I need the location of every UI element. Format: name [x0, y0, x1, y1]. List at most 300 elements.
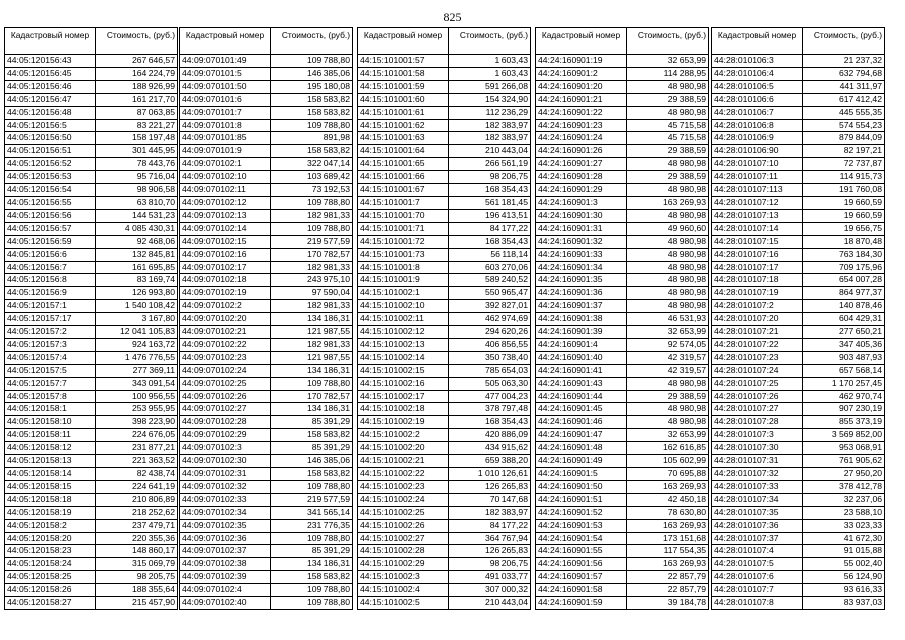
cost-cell: 659 388,20	[449, 455, 531, 468]
cost-cell: 134 186,31	[271, 364, 353, 377]
table-row	[536, 235, 709, 248]
cadastral-number-cell: 44:15:101001:66	[358, 171, 449, 184]
cost-cell: 85 391,29	[271, 416, 353, 429]
cadastral-number-cell: 44:28:010107:13	[712, 209, 803, 222]
table-row	[712, 597, 885, 610]
cost-cell: 231 877,21	[96, 442, 178, 455]
table-row	[358, 196, 531, 209]
cost-cell: 56 124,90	[803, 571, 885, 584]
table-row	[536, 158, 709, 171]
cadastral-number-cell: 44:24:160901:19	[536, 55, 627, 68]
cadastral-number-cell: 44:09:070102:38	[180, 558, 271, 571]
cadastral-number-cell: 44:15:101002:21	[358, 455, 449, 468]
table-row	[358, 287, 531, 300]
table-row	[180, 403, 353, 416]
table-row	[5, 171, 178, 184]
cadastral-number-cell: 44:24:160901:46	[536, 416, 627, 429]
cadastral-number-cell: 44:05:120157:3	[5, 338, 96, 351]
table-row	[180, 274, 353, 287]
cadastral-number-cell: 44:09:070102:29	[180, 429, 271, 442]
cadastral-number-cell: 44:24:160901:43	[536, 377, 627, 390]
cost-cell: 550 965,47	[449, 287, 531, 300]
table-row	[5, 222, 178, 235]
cost-cell: 161 217,70	[96, 93, 178, 106]
cost-cell: 85 391,29	[271, 442, 353, 455]
table-row	[712, 300, 885, 313]
cost-cell: 182 981,33	[271, 300, 353, 313]
table-row	[712, 67, 885, 80]
cost-cell: 48 980,98	[627, 377, 709, 390]
table-row	[536, 93, 709, 106]
table-row	[358, 480, 531, 493]
header-cadastral-number: Кадастровый номер	[358, 28, 449, 55]
cost-cell: 18 870,48	[803, 235, 885, 248]
cost-cell: 48 980,98	[627, 184, 709, 197]
cost-cell: 855 373,19	[803, 416, 885, 429]
table-row	[712, 222, 885, 235]
cadastral-number-cell: 44:15:101002:11	[358, 313, 449, 326]
cadastral-number-cell: 44:28:010107:36	[712, 519, 803, 532]
table-row	[536, 184, 709, 197]
cost-cell: 48 980,98	[627, 80, 709, 93]
cadastral-number-cell: 44:09:070102:33	[180, 493, 271, 506]
table-row	[536, 351, 709, 364]
table-row	[712, 493, 885, 506]
cadastral-number-cell: 44:09:070102:37	[180, 545, 271, 558]
table-row	[5, 429, 178, 442]
table-row	[536, 468, 709, 481]
table-row	[358, 145, 531, 158]
table-row	[180, 119, 353, 132]
cost-cell: 48 980,98	[627, 416, 709, 429]
cost-cell: 215 457,90	[96, 597, 178, 610]
cost-cell: 1 476 776,55	[96, 351, 178, 364]
cost-cell: 158 583,82	[271, 145, 353, 158]
table-row	[712, 532, 885, 545]
cadastral-number-cell: 44:09:070102:11	[180, 184, 271, 197]
table-row	[358, 416, 531, 429]
cadastral-number-cell: 44:28:010107:18	[712, 274, 803, 287]
table-row	[358, 338, 531, 351]
cadastral-number-cell: 44:15:101002:27	[358, 532, 449, 545]
cadastral-number-cell: 44:28:010107:113	[712, 184, 803, 197]
cost-cell: 158 197,48	[96, 132, 178, 145]
table-row	[358, 235, 531, 248]
table-row	[180, 145, 353, 158]
cadastral-number-cell: 44:05:120158:10	[5, 416, 96, 429]
cadastral-number-cell: 44:15:101002:12	[358, 326, 449, 339]
cost-cell: 315 069,79	[96, 558, 178, 571]
cost-table-2	[179, 27, 353, 610]
table-row	[180, 326, 353, 339]
table-row	[536, 584, 709, 597]
table-row	[358, 390, 531, 403]
cost-cell: 561 181,45	[449, 196, 531, 209]
cadastral-number-cell: 44:24:160901:21	[536, 93, 627, 106]
cadastral-number-cell: 44:09:070102:30	[180, 455, 271, 468]
cost-cell: 445 555,35	[803, 106, 885, 119]
cadastral-number-cell: 44:15:101001:8	[358, 261, 449, 274]
table-row	[358, 209, 531, 222]
cost-cell: 158 583,82	[271, 468, 353, 481]
cadastral-number-cell: 44:28:010107:26	[712, 390, 803, 403]
cost-cell: 48 980,98	[627, 209, 709, 222]
table-row	[180, 351, 353, 364]
cost-cell: 277 369,11	[96, 364, 178, 377]
table-row	[180, 468, 353, 481]
cadastral-number-cell: 44:05:120156:43	[5, 55, 96, 68]
cost-cell: 253 955,95	[96, 403, 178, 416]
cost-cell: 29 388,59	[627, 145, 709, 158]
table-row	[536, 377, 709, 390]
table-row	[5, 80, 178, 93]
table-row	[180, 558, 353, 571]
cadastral-number-cell: 44:05:120156:55	[5, 196, 96, 209]
cadastral-number-cell: 44:05:120157:5	[5, 364, 96, 377]
table-row	[712, 506, 885, 519]
table-row	[5, 235, 178, 248]
cost-cell: 22 857,79	[627, 571, 709, 584]
table-row	[5, 261, 178, 274]
cost-cell: 243 975,10	[271, 274, 353, 287]
cadastral-number-cell: 44:28:010106:8	[712, 119, 803, 132]
cost-cell: 347 405,36	[803, 338, 885, 351]
cadastral-number-cell: 44:15:101002:20	[358, 442, 449, 455]
cadastral-number-cell: 44:05:120156:5	[5, 119, 96, 132]
table-row	[536, 429, 709, 442]
table-row	[358, 493, 531, 506]
table-row	[358, 545, 531, 558]
cost-cell: 121 987,55	[271, 326, 353, 339]
table-row	[180, 313, 353, 326]
table-row	[712, 455, 885, 468]
cadastral-number-cell: 44:24:160901:30	[536, 209, 627, 222]
cadastral-number-cell: 44:05:120156:57	[5, 222, 96, 235]
cadastral-number-cell: 44:24:160901:22	[536, 106, 627, 119]
cost-cell: 42 319,57	[627, 351, 709, 364]
cost-cell: 163 269,93	[627, 558, 709, 571]
cost-cell: 48 980,98	[627, 248, 709, 261]
table-row	[180, 158, 353, 171]
cost-cell: 3 569 852,00	[803, 429, 885, 442]
cadastral-number-cell: 44:09:070102:23	[180, 351, 271, 364]
cadastral-number-cell: 44:05:120158:11	[5, 429, 96, 442]
cadastral-number-cell: 44:28:010107:3	[712, 429, 803, 442]
cost-table-4	[535, 27, 709, 610]
table-row	[5, 442, 178, 455]
table-row	[5, 597, 178, 610]
table-row	[180, 429, 353, 442]
cadastral-number-cell: 44:24:160901:55	[536, 545, 627, 558]
cadastral-number-cell: 44:05:120156:56	[5, 209, 96, 222]
cost-cell: 48 980,98	[627, 106, 709, 119]
cadastral-number-cell: 44:09:070102:16	[180, 248, 271, 261]
cadastral-number-cell: 44:28:010106:9	[712, 132, 803, 145]
table-row	[180, 55, 353, 68]
cost-cell: 29 388,59	[627, 171, 709, 184]
cadastral-number-cell: 44:09:070102:17	[180, 261, 271, 274]
cadastral-number-cell: 44:09:070102:39	[180, 571, 271, 584]
table-row	[536, 222, 709, 235]
cadastral-number-cell: 44:05:120158:27	[5, 597, 96, 610]
cost-cell: 168 354,43	[449, 416, 531, 429]
table-row	[358, 132, 531, 145]
table-row	[358, 558, 531, 571]
cost-cell: 84 177,22	[449, 222, 531, 235]
table-row	[712, 287, 885, 300]
table-row	[536, 106, 709, 119]
table-row	[5, 300, 178, 313]
cadastral-number-cell: 44:15:101001:58	[358, 67, 449, 80]
cost-cell: 462 970,74	[803, 390, 885, 403]
cost-cell: 224 641,19	[96, 480, 178, 493]
cost-cell: 221 363,52	[96, 455, 178, 468]
table-row	[536, 248, 709, 261]
table-row	[712, 403, 885, 416]
table-row	[180, 390, 353, 403]
cost-cell: 73 192,53	[271, 184, 353, 197]
cost-cell: 23 588,10	[803, 506, 885, 519]
table-row	[712, 261, 885, 274]
cost-cell: 891,98	[271, 132, 353, 145]
cost-cell: 134 186,31	[271, 558, 353, 571]
table-row	[358, 300, 531, 313]
cost-cell: 210 443,04	[449, 597, 531, 610]
cost-cell: 45 715,58	[627, 119, 709, 132]
cost-cell: 182 383,97	[449, 119, 531, 132]
table-row	[5, 558, 178, 571]
cost-cell: 154 324,90	[449, 93, 531, 106]
table-row	[180, 338, 353, 351]
header-cadastral-number: Кадастровый номер	[536, 28, 627, 55]
cadastral-number-cell: 44:05:120156:9	[5, 287, 96, 300]
cost-cell: 109 788,80	[271, 196, 353, 209]
table-row	[180, 287, 353, 300]
cost-cell: 42 319,57	[627, 364, 709, 377]
table-row	[536, 171, 709, 184]
table-row	[536, 119, 709, 132]
cost-cell: 879 844,09	[803, 132, 885, 145]
cadastral-number-cell: 44:15:101002:24	[358, 493, 449, 506]
cost-cell: 41 672,30	[803, 532, 885, 545]
cost-cell: 103 689,42	[271, 171, 353, 184]
cost-cell: 589 240,52	[449, 274, 531, 287]
table-row	[358, 248, 531, 261]
table-row	[536, 506, 709, 519]
table-row	[536, 493, 709, 506]
table-row	[536, 67, 709, 80]
cadastral-number-cell: 44:28:010107:2	[712, 300, 803, 313]
cost-cell: 46 531,93	[627, 313, 709, 326]
header-cost: Стоимость, (руб.)	[449, 28, 531, 55]
cost-cell: 162 616,85	[627, 442, 709, 455]
cadastral-number-cell: 44:24:160901:28	[536, 171, 627, 184]
cost-cell: 477 004,23	[449, 390, 531, 403]
cost-cell: 907 230,19	[803, 403, 885, 416]
cadastral-number-cell: 44:24:160901:47	[536, 429, 627, 442]
cadastral-number-cell: 44:05:120156:59	[5, 235, 96, 248]
cost-cell: 1 603,43	[449, 55, 531, 68]
cadastral-number-cell: 44:05:120157:7	[5, 377, 96, 390]
cadastral-number-cell: 44:24:160901:2	[536, 67, 627, 80]
table-row	[712, 55, 885, 68]
table-row	[180, 455, 353, 468]
cadastral-number-cell: 44:05:120157:8	[5, 390, 96, 403]
cadastral-number-cell: 44:24:160901:4	[536, 338, 627, 351]
cadastral-number-cell: 44:24:160901:48	[536, 442, 627, 455]
cadastral-number-cell: 44:28:010107:4	[712, 545, 803, 558]
table-row	[536, 338, 709, 351]
table-row	[180, 222, 353, 235]
cadastral-number-cell: 44:05:120156:46	[5, 80, 96, 93]
cadastral-number-cell: 44:28:010107:12	[712, 196, 803, 209]
cost-cell: 191 760,08	[803, 184, 885, 197]
table-row	[712, 209, 885, 222]
cost-cell: 182 981,33	[271, 209, 353, 222]
cadastral-number-cell: 44:28:010107:30	[712, 442, 803, 455]
cadastral-number-cell: 44:24:160901:39	[536, 326, 627, 339]
cost-cell: 144 531,23	[96, 209, 178, 222]
cadastral-number-cell: 44:05:120158:1	[5, 403, 96, 416]
table-row	[358, 158, 531, 171]
cost-cell: 632 794,68	[803, 67, 885, 80]
table-row	[358, 532, 531, 545]
cadastral-number-cell: 44:15:101002:2	[358, 429, 449, 442]
cadastral-number-cell: 44:05:120156:52	[5, 158, 96, 171]
table-row	[712, 80, 885, 93]
table-row	[712, 377, 885, 390]
cadastral-number-cell: 44:09:070101:6	[180, 93, 271, 106]
cadastral-number-cell: 44:15:101001:70	[358, 209, 449, 222]
cost-cell: 294 620,26	[449, 326, 531, 339]
table-row	[180, 209, 353, 222]
cost-cell: 182 981,33	[271, 261, 353, 274]
table-row	[358, 313, 531, 326]
header-cost: Стоимость, (руб.)	[803, 28, 885, 55]
cadastral-number-cell: 44:15:101002:28	[358, 545, 449, 558]
cadastral-number-cell: 44:15:101002:23	[358, 480, 449, 493]
table-row	[5, 313, 178, 326]
cost-cell: 72 737,87	[803, 158, 885, 171]
table-row	[712, 132, 885, 145]
cost-cell: 158 583,82	[271, 571, 353, 584]
page-number: 825	[443, 10, 462, 24]
cost-cell: 266 561,19	[449, 158, 531, 171]
cost-cell: 173 151,68	[627, 532, 709, 545]
cost-cell: 87 063,85	[96, 106, 178, 119]
cadastral-number-cell: 44:09:070102:15	[180, 235, 271, 248]
cost-cell: 406 856,55	[449, 338, 531, 351]
cadastral-number-cell: 44:28:010107:10	[712, 158, 803, 171]
cost-cell: 49 960,60	[627, 222, 709, 235]
table-row	[358, 326, 531, 339]
cost-cell: 83 937,03	[803, 597, 885, 610]
cost-cell: 146 385,06	[271, 67, 353, 80]
cost-cell: 420 886,09	[449, 429, 531, 442]
cost-cell: 109 788,80	[271, 584, 353, 597]
cost-cell: 220 355,36	[96, 532, 178, 545]
cadastral-number-cell: 44:09:070102:36	[180, 532, 271, 545]
cadastral-number-cell: 44:28:010107:6	[712, 571, 803, 584]
table-row	[5, 455, 178, 468]
table-row	[536, 209, 709, 222]
cadastral-number-cell: 44:28:010106:90	[712, 145, 803, 158]
cost-cell: 97 590,04	[271, 287, 353, 300]
cost-cell: 441 311,97	[803, 80, 885, 93]
cost-cell: 182 383,97	[449, 132, 531, 145]
cost-cell: 19 656,75	[803, 222, 885, 235]
cost-cell: 953 068,91	[803, 442, 885, 455]
table-row	[180, 532, 353, 545]
cadastral-number-cell: 44:05:120156:50	[5, 132, 96, 145]
table-row	[5, 132, 178, 145]
cadastral-number-cell: 44:28:010107:34	[712, 493, 803, 506]
cadastral-number-cell: 44:09:070102:13	[180, 209, 271, 222]
table-row	[712, 196, 885, 209]
cadastral-number-cell: 44:15:101002:1	[358, 287, 449, 300]
cost-cell: 231 776,35	[271, 519, 353, 532]
table-row	[5, 351, 178, 364]
cost-cell: 148 860,17	[96, 545, 178, 558]
cost-cell: 591 266,08	[449, 80, 531, 93]
cost-cell: 32 653,99	[627, 55, 709, 68]
table-row	[712, 274, 885, 287]
table-row	[536, 480, 709, 493]
table-row	[5, 506, 178, 519]
table-row	[536, 313, 709, 326]
cost-cell: 604 429,31	[803, 313, 885, 326]
cadastral-number-cell: 44:24:160901:37	[536, 300, 627, 313]
table-row	[536, 196, 709, 209]
cost-cell: 301 445,95	[96, 145, 178, 158]
cadastral-number-cell: 44:28:010106:7	[712, 106, 803, 119]
table-row	[180, 584, 353, 597]
table-row	[5, 519, 178, 532]
cadastral-number-cell: 44:24:160901:23	[536, 119, 627, 132]
cost-cell: 109 788,80	[271, 597, 353, 610]
cost-cell: 210 443,04	[449, 145, 531, 158]
cost-cell: 864 977,37	[803, 287, 885, 300]
table-row	[5, 119, 178, 132]
table-row	[180, 377, 353, 390]
cost-cell: 92 468,06	[96, 235, 178, 248]
cost-cell: 95 716,04	[96, 171, 178, 184]
cost-cell: 82 197,21	[803, 145, 885, 158]
table-row	[180, 493, 353, 506]
cost-cell: 210 806,89	[96, 493, 178, 506]
table-row	[5, 532, 178, 545]
cost-cell: 434 915,62	[449, 442, 531, 455]
table-row	[5, 248, 178, 261]
table-row	[5, 158, 178, 171]
cost-cell: 78 630,80	[627, 506, 709, 519]
table-row	[358, 506, 531, 519]
table-row	[712, 442, 885, 455]
cadastral-number-cell: 44:28:010107:20	[712, 313, 803, 326]
cadastral-number-cell: 44:24:160901:50	[536, 480, 627, 493]
table-row	[536, 597, 709, 610]
cadastral-number-cell: 44:05:120158:15	[5, 480, 96, 493]
cost-cell: 48 980,98	[627, 403, 709, 416]
cadastral-number-cell: 44:09:070102:21	[180, 326, 271, 339]
table-row	[180, 248, 353, 261]
cost-cell: 603 270,06	[449, 261, 531, 274]
cost-cell: 83 169,74	[96, 274, 178, 287]
cadastral-number-cell: 44:28:010107:8	[712, 597, 803, 610]
cost-cell: 48 980,98	[627, 261, 709, 274]
cadastral-number-cell: 44:28:010107:32	[712, 468, 803, 481]
cost-cell: 82 438,74	[96, 468, 178, 481]
